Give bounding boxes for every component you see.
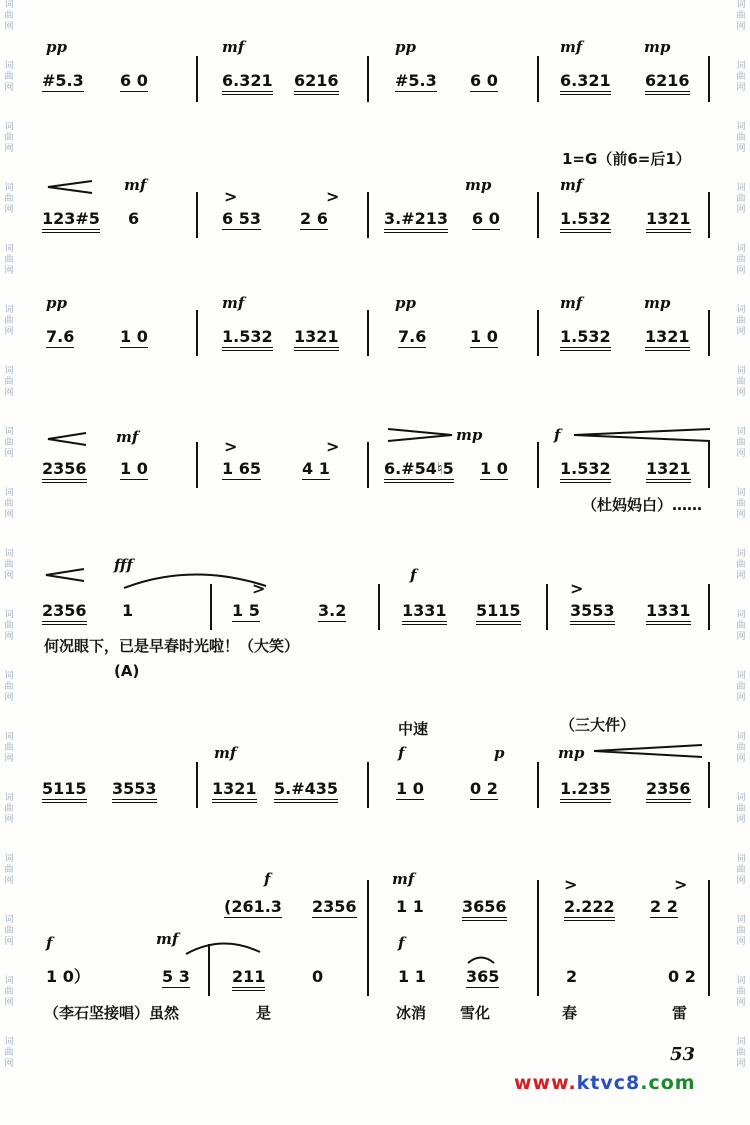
dynamic-mark: pp: [46, 38, 67, 56]
barline: [367, 880, 369, 996]
note-group: 5115: [476, 602, 521, 625]
wm: 词曲网: [4, 61, 14, 93]
note-group: 1321: [646, 210, 691, 233]
note-group: 4 1: [302, 459, 330, 478]
dynamic-mark: mf: [222, 294, 245, 312]
barline: [196, 762, 198, 808]
note-group: (261.3: [224, 897, 282, 916]
dynamic-mark: mf: [392, 870, 415, 888]
note-group: 1 1: [396, 897, 424, 916]
note-group: 1 0: [480, 459, 508, 478]
note-group: 6 53: [222, 209, 261, 228]
note-group: 1 65: [222, 459, 261, 478]
wm: 词曲网: [4, 0, 14, 32]
crescendo-hairpin: [46, 432, 88, 446]
note-group: 1 0: [120, 327, 148, 346]
note-group: 1.532: [560, 460, 611, 483]
dynamic-mark: pp: [395, 38, 416, 56]
wm: 词曲网: [4, 1037, 14, 1069]
crescendo-hairpin: [44, 568, 86, 582]
lyric: 雷: [672, 1004, 688, 1022]
dynamic-mark: mf: [116, 428, 139, 446]
crescendo-hairpin: [592, 744, 704, 758]
barline: [708, 56, 710, 102]
accent-mark: >: [564, 875, 578, 894]
instrument-note: （三大件）: [560, 716, 636, 734]
page-number: 53: [670, 1044, 696, 1065]
note-group: 3553: [112, 780, 157, 803]
note-group: 2.222: [564, 898, 615, 921]
barline: [367, 192, 369, 238]
site-prefix: www.: [514, 1072, 577, 1094]
key-signature: 1=G（前6=后1）: [562, 150, 691, 168]
note-group: 2356: [42, 460, 87, 483]
wm: 词曲网: [736, 915, 746, 947]
note-group: 2356: [646, 780, 691, 803]
note-group: 123#5: [42, 210, 100, 233]
note-group: 3.#213: [384, 210, 448, 233]
wm: 词曲网: [4, 671, 14, 703]
dynamic-mark: mf: [156, 930, 179, 948]
note-group: 2356: [312, 897, 357, 916]
note-group: 7.6: [398, 327, 427, 346]
slur: [184, 938, 262, 956]
wm: 词曲网: [4, 183, 14, 215]
barline: [708, 192, 710, 238]
wm: 词曲网: [4, 976, 14, 1008]
wm: 词曲网: [736, 305, 746, 337]
crescendo-hairpin: [572, 428, 712, 442]
wm: 词曲网: [4, 427, 14, 459]
note-group: 6 0: [472, 209, 500, 228]
note-group: 3656: [462, 898, 507, 921]
dynamic-mark: f: [554, 426, 561, 444]
barline: [537, 192, 539, 238]
wm: 词曲网: [4, 793, 14, 825]
lyric: 是: [256, 1004, 272, 1022]
note-group: 1.532: [560, 328, 611, 351]
note-group: 1 1: [398, 967, 426, 986]
watermark-strip-right: [733, 0, 749, 1125]
dynamic-mark: mp: [558, 744, 585, 762]
note-group: 1331: [402, 602, 447, 625]
dynamic-mark: mf: [214, 744, 237, 762]
wm: 词曲网: [736, 793, 746, 825]
barline: [537, 56, 539, 102]
note-group: 7.6: [46, 327, 75, 346]
barline: [196, 192, 198, 238]
note-group: 211: [232, 968, 265, 991]
wm: 词曲网: [736, 366, 746, 398]
note-group: #5.3: [395, 71, 437, 90]
barline: [546, 584, 548, 630]
wm: 词曲网: [736, 549, 746, 581]
site-name: ktvc8: [576, 1072, 641, 1094]
wm: 词曲网: [736, 0, 746, 32]
note-group: 1331: [646, 602, 691, 625]
wm: 词曲网: [736, 976, 746, 1008]
wm: 词曲网: [736, 488, 746, 520]
wm: 词曲网: [4, 244, 14, 276]
accent-mark: >: [326, 187, 340, 206]
wm: 词曲网: [4, 854, 14, 886]
barline: [208, 944, 210, 996]
dynamic-mark: f: [264, 870, 271, 888]
lyric: 冰消: [396, 1004, 427, 1022]
note-group: 3.2: [318, 601, 347, 620]
note-group: 2356: [42, 602, 87, 625]
barline: [196, 56, 198, 102]
accent-mark: >: [326, 437, 340, 456]
note-group: 6 0: [120, 71, 148, 90]
wm: 词曲网: [736, 610, 746, 642]
wm: 词曲网: [4, 366, 14, 398]
barline: [196, 442, 198, 488]
barline: [537, 442, 539, 488]
dynamic-mark: mf: [124, 176, 147, 194]
note-group: 0 2: [668, 967, 696, 986]
note-group: 1: [122, 601, 134, 620]
wm: 词曲网: [4, 915, 14, 947]
dynamic-mark: mp: [644, 294, 671, 312]
wm: 词曲网: [736, 427, 746, 459]
tempo-mark: 中速: [398, 720, 429, 738]
note-group: 1.532: [560, 210, 611, 233]
dynamic-mark: mp: [644, 38, 671, 56]
accent-mark: >: [674, 875, 688, 894]
accent-mark: >: [224, 187, 238, 206]
note-group: 2: [566, 967, 578, 986]
barline: [537, 762, 539, 808]
lyric: 雪化: [460, 1004, 491, 1022]
note-group: 6: [128, 209, 140, 228]
wm: 词曲网: [4, 488, 14, 520]
dynamic-mark: f: [410, 566, 417, 584]
barline: [210, 584, 212, 630]
note-group: 6.321: [222, 72, 273, 95]
dynamic-mark: pp: [395, 294, 416, 312]
note-group: 1 0: [396, 779, 424, 798]
lyric-line: 何况眼下，已是早春时光啦！（大笑）: [44, 637, 300, 655]
note-group: 6.#54♮5: [384, 460, 454, 483]
slur: [466, 954, 496, 964]
wm: 词曲网: [4, 122, 14, 154]
dynamic-mark: p: [494, 744, 505, 762]
note-group: 2 6: [300, 209, 328, 228]
site-suffix: .com: [640, 1072, 696, 1094]
note-group: 1.532: [222, 328, 273, 351]
barline: [537, 310, 539, 356]
lyric: （李石坚接唱）虽然: [44, 1004, 180, 1022]
wm: 词曲网: [4, 610, 14, 642]
note-group: 1.235: [560, 780, 611, 803]
spoken-line: （杜妈妈白）……: [582, 496, 703, 514]
note-group: 6216: [294, 72, 339, 95]
note-group: #5.3: [42, 71, 84, 90]
barline: [708, 584, 710, 630]
note-group: 1321: [645, 328, 690, 351]
watermark-strip-left: [1, 0, 17, 1125]
site-watermark: [514, 1072, 696, 1094]
note-group: 2 2: [650, 897, 678, 916]
barline: [708, 310, 710, 356]
dynamic-mark: mf: [222, 38, 245, 56]
accent-mark: >: [252, 579, 266, 598]
barline: [367, 762, 369, 808]
slur: [122, 568, 268, 590]
barline: [708, 762, 710, 808]
wm: 词曲网: [736, 183, 746, 215]
barline: [378, 584, 380, 630]
wm: 词曲网: [4, 305, 14, 337]
accent-mark: >: [224, 437, 238, 456]
wm: 词曲网: [736, 122, 746, 154]
dynamic-mark: mp: [456, 426, 483, 444]
dynamic-mark: pp: [46, 294, 67, 312]
dynamic-mark: fff: [114, 556, 133, 574]
decrescendo-hairpin: [386, 428, 454, 442]
note-group: 0: [312, 967, 324, 986]
dynamic-mark: mf: [560, 294, 583, 312]
note-group: 1321: [212, 780, 257, 803]
note-group: 6 0: [470, 71, 498, 90]
wm: 词曲网: [736, 61, 746, 93]
barline: [367, 310, 369, 356]
note-group: 3553: [570, 602, 615, 625]
accent-mark: >: [570, 579, 584, 598]
barline: [367, 442, 369, 488]
barline: [196, 310, 198, 356]
note-group: 5115: [42, 780, 87, 803]
barline: [537, 880, 539, 996]
note-group: 6216: [645, 72, 690, 95]
note-group: 1 0: [120, 459, 148, 478]
wm: 词曲网: [4, 732, 14, 764]
dynamic-mark: f: [398, 934, 405, 952]
note-group: 1 5: [232, 601, 260, 620]
barline: [708, 880, 710, 996]
wm: 词曲网: [736, 854, 746, 886]
note-group: 6.321: [560, 72, 611, 95]
note-group: 1 0）: [46, 967, 90, 986]
note-group: 0 2: [470, 779, 498, 798]
barline: [367, 56, 369, 102]
note-group: 5 3: [162, 967, 190, 986]
rehearsal-mark: (A): [114, 662, 140, 680]
note-group: 1321: [646, 460, 691, 483]
wm: 词曲网: [736, 1037, 746, 1069]
wm: 词曲网: [736, 671, 746, 703]
note-group: 365: [466, 967, 500, 986]
dynamic-mark: mf: [560, 176, 583, 194]
dynamic-mark: f: [46, 934, 53, 952]
dynamic-mark: mp: [465, 176, 492, 194]
wm: 词曲网: [4, 549, 14, 581]
note-group: 5.#435: [274, 780, 338, 803]
wm: 词曲网: [736, 732, 746, 764]
note-group: 1 0: [470, 327, 498, 346]
wm: 词曲网: [736, 244, 746, 276]
note-group: 1321: [294, 328, 339, 351]
dynamic-mark: f: [398, 744, 405, 762]
crescendo-hairpin: [46, 180, 94, 194]
lyric: 春: [562, 1004, 578, 1022]
dynamic-mark: mf: [560, 38, 583, 56]
barline: [708, 442, 710, 488]
